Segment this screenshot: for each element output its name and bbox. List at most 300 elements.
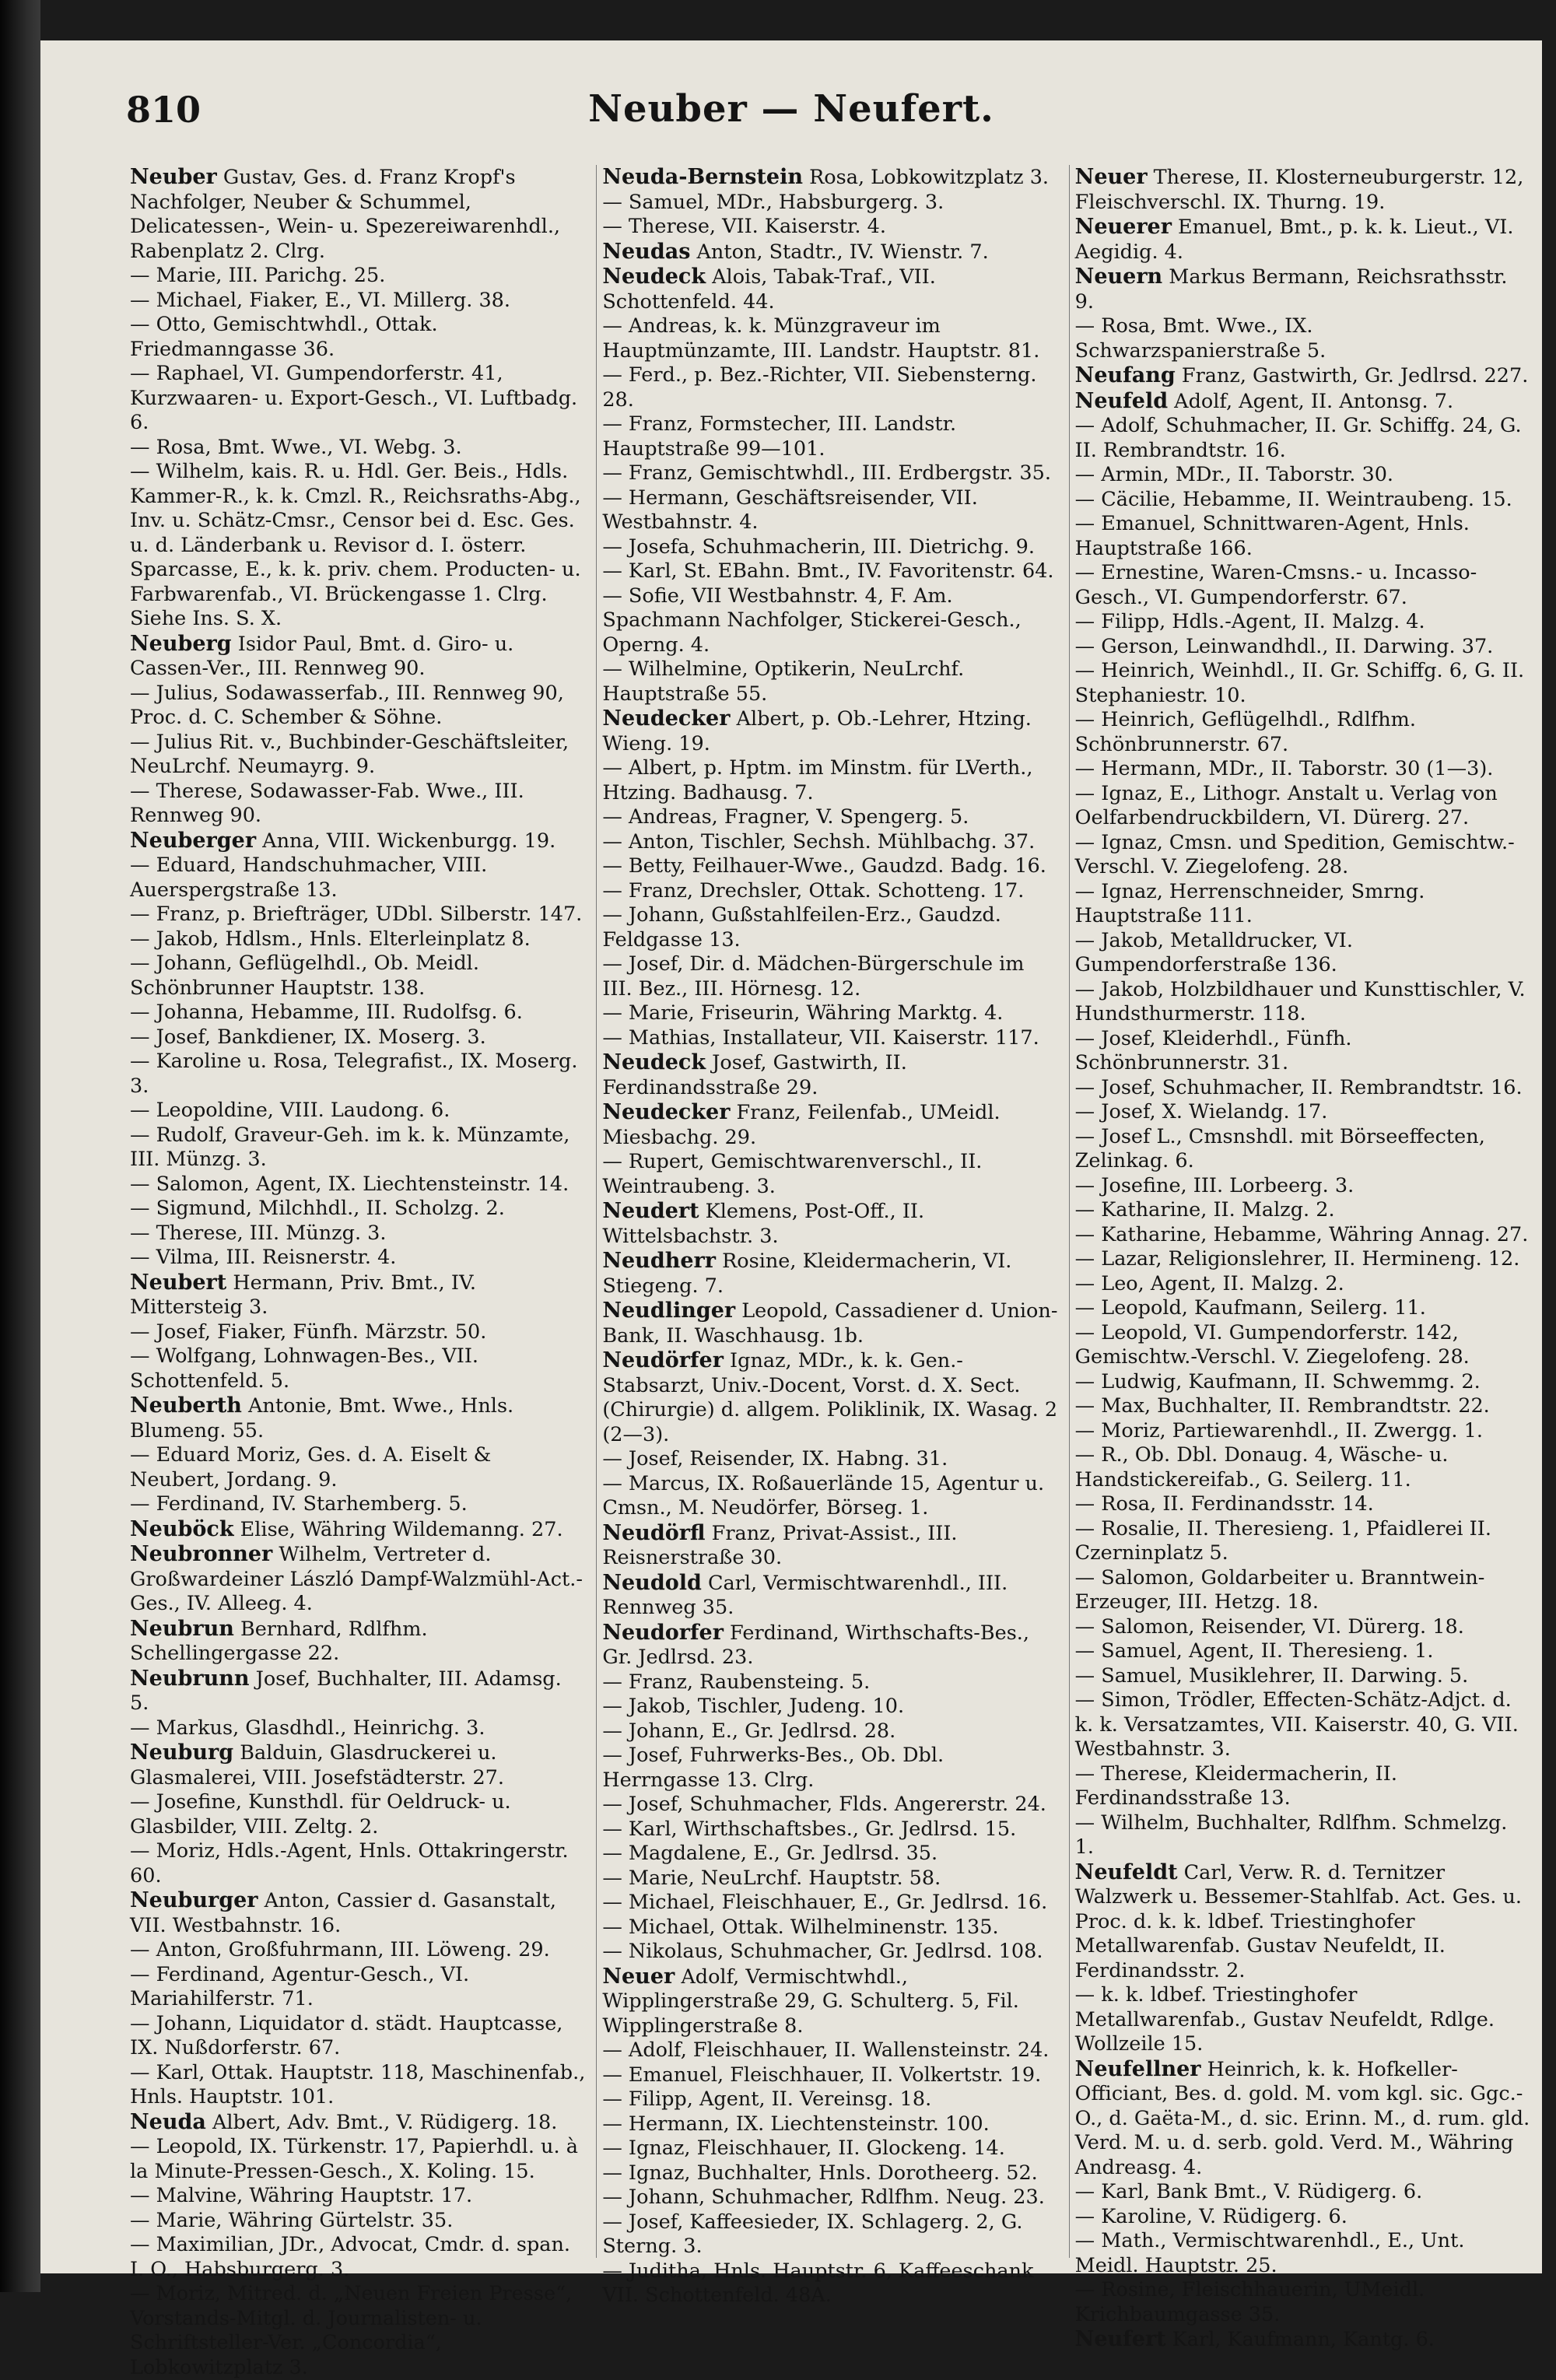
entry-text: — Therese, Kleidermacherin, II. Ferdinandsstraße 13. [1074,1761,1397,1810]
directory-entry-head [130,1888,585,1938]
entry-text: — Ignaz, Fleischhauer, II. Glockeng. 14. [602,2136,1005,2160]
directory-entry-head [130,1667,585,1716]
entry-text: — Johanna, Hebamme, III. Rudolfsg. 6. [130,1001,523,1024]
entry-text: Alois, Tabak-Traf., VII. Schottenfeld. 44. [602,265,936,314]
directory-entry [602,2063,1057,2088]
entry-surname: Neufeldt [1074,1859,1178,1884]
entry-text: Albert, p. Ob.-Lehrer, Htzing. Wieng. 19. [602,707,1032,755]
directory-entry [1075,610,1530,635]
directory-entry [602,2185,1057,2210]
entry-text: Franz, Gastwirth, Gr. Jedlrsd. 227. [1175,364,1529,387]
directory-entry [602,952,1057,1001]
directory-entry [1075,1125,1530,1174]
entry-text: — Rosa, Bmt. Wwe., IX. Schwarzspanierstraße 5. [1074,314,1326,363]
directory-entry [602,805,1057,830]
directory-entry [602,657,1057,706]
entry-surname: Neubrun [130,1616,234,1641]
entry-text: — Josef, Fuhrwerks-Bes., Ob. Dbl. Herrngasse 13. Clrg. [602,1744,944,1792]
entry-text: Josef, Buchhalter, III. Adamsg. 5. [130,1667,562,1715]
entry-text: — Anton, Großfuhrmann, III. Löweng. 29. [130,1938,550,1961]
entry-text: — Ludwig, Kaufmann, II. Schwemmg. 2. [1074,1369,1481,1393]
entry-text: — R., Ob. Dbl. Donaug. 4, Wäsche- u. Handstickereifab., G. Seilerg. 11. [1074,1443,1449,1491]
entry-text: — Josef, Reisender, IX. Habng. 31. [602,1447,948,1470]
directory-entry-head [602,165,1057,191]
entry-text: Rosa, Lobkowitzplatz 3. [803,166,1050,189]
directory-entry [602,1695,1057,1719]
directory-entry [602,584,1057,658]
entry-surname: Neudeck [602,1050,706,1074]
directory-entry [130,1172,585,1197]
book-binding [0,0,40,2292]
entry-text: — Marie, III. Parichg. 25. [130,264,386,287]
entry-text: — Josefine, III. Lorbeerg. 3. [1074,1173,1354,1197]
entry-text: — Jakob, Hdlsm., Hnls. Elterleinplatz 8. [130,927,531,951]
directory-entry-head [130,1271,585,1320]
entry-surname: Neufellner [1074,2056,1201,2081]
directory-entry [130,436,585,461]
directory-entry-head [130,165,585,264]
directory-entry [1075,1100,1530,1125]
directory-entry-head [1075,2327,1530,2353]
entry-text: Isidor Paul, Bmt. d. Giro- u. Cassen-Ver., III. Rennweg 90. [130,632,514,680]
entry-text: — Michael, Ottak. Wilhelminenstr. 135. [602,1915,999,1939]
directory-entry [1075,1983,1530,2057]
directory-entry [130,731,585,780]
entry-text: Albert, Adv. Bmt., V. Rüdigerg. 18. [205,2110,558,2134]
entry-text: Hermann, Priv. Bmt., IV. Mittersteig 3. [130,1271,477,1319]
entry-text: — Ignaz, Herrenschneider, Smrng. Hauptstraße 111. [1074,879,1425,927]
directory-entry [602,2161,1057,2186]
directory-entry-head [130,632,585,682]
directory-entry [130,1344,585,1393]
directory-entry [130,952,585,1001]
entry-text: Carl, Vermischtwarenhdl., III. Rennweg 35. [602,1571,1008,1619]
entry-text: — Jakob, Tischler, Judeng. 10. [602,1695,905,1718]
entry-text: — Betty, Feilhauer-Wwe., Gaudzd. Badg. 16. [602,854,1046,878]
entry-text: — Johann, E., Gr. Jedlrsd. 28. [602,1719,896,1743]
entry-text: — Rosalie, II. Theresieng. 1, Pfaidlerei II. Czerninplatz 5. [1074,1516,1491,1565]
entry-text: — Johann, Liquidator d. städt. Hauptcasse, IX. Nußdorferstr. 67. [130,2011,563,2059]
entry-text: — Eduard Moriz, Ges. d. A. Eiselt & Neubert, Jordang. 9. [130,1443,492,1491]
directory-entry [130,1197,585,1222]
directory-entry [1075,708,1530,757]
entry-text: Adolf, Vermischtwhdl., Wipplingerstraße 29, G. Schulterg. 5, Fil. Wipplingerstraße 8. [602,1965,1019,2038]
directory-entry [130,1222,585,1246]
directory-entry-head [602,1348,1057,1447]
directory-entry [1075,880,1530,929]
entry-text: Markus Bermann, Reichsrathsstr. 9. [1074,265,1508,314]
entry-surname: Neudörfl [602,1520,706,1545]
entry-text: — k. k. ldbef. Triestinghofer Metallwarenfab., Gustav Neufeldt, Rdlge. Wollzeile 15. [1074,1983,1495,2056]
directory-entry [1075,2205,1530,2230]
directory-entry-head [602,1199,1057,1249]
directory-entry [130,1790,585,1839]
directory-entry [1075,929,1530,978]
directory-entry [1075,1419,1530,1444]
entry-text: Gustav, Ges. d. Franz Kropf's Nachfolger, Neuber & Schummel, Delicatessen-, Wein- u. Spezereiwarenhdl., Rabenplatz 2. Clrg. [130,166,561,263]
directory-entry [1075,1296,1530,1321]
entry-text: — Katharine, II. Malzg. 2. [1074,1198,1335,1222]
entry-surname: Neubrunn [130,1666,250,1691]
entry-surname: Neuer [602,1964,675,1989]
directory-entry [1075,1247,1530,1272]
directory-entry-head [1075,215,1530,265]
entry-text: — Rupert, Gemischtwarenverschl., II. Weintraubeng. 3. [602,1150,983,1198]
entry-text: — Franz, Gemischtwhdl., III. Erdbergstr. 35. [602,461,1051,485]
directory-entry [130,460,585,632]
entry-text: — Andreas, k. k. Münzgraveur im Hauptmünzamte, III. Landstr. Hauptstr. 81. [602,314,1040,363]
directory-entry-head [130,1542,585,1617]
entry-text: — Leopold, VI. Gumpendorferstr. 142, Gemischtw.-Verschl. V. Ziegelofeng. 28. [1074,1320,1470,1369]
directory-entry [1075,1394,1530,1419]
directory-entry [130,903,585,927]
entry-text: — Josef, Schuhmacher, II. Rembrandtstr. 16. [1074,1075,1523,1099]
directory-entry [1075,1272,1530,1297]
directory-entry [602,879,1057,904]
entry-text: — Josef L., Cmsnshdl. mit Börseeffecten, Zelinkag. 6. [1074,1124,1485,1172]
directory-entry [602,2087,1057,2112]
entry-text: — Sigmund, Milchhdl., II. Scholzg. 2. [130,1197,505,1220]
entry-text: — Johann, Geflügelhdl., Ob. Meidl. Schönbrunner Hauptstr. 138. [130,952,479,1000]
directory-entry [602,2210,1057,2259]
entry-text: — Josef, Dir. d. Mädchen-Bürgerschule im III. Bez., III. Hörnesg. 12. [602,952,1025,1001]
directory-entry [130,854,585,903]
directory-entry [1075,2180,1530,2205]
entry-surname: Neuer [1074,165,1148,189]
directory-entry [130,1099,585,1123]
directory-entry [1075,1639,1530,1664]
directory-entry [130,2012,585,2061]
entry-text: — Moriz, Partiewarenhdl., II. Zwergg. 1. [1074,1418,1483,1442]
directory-entry [1075,1688,1530,1762]
directory-entry [1075,1027,1530,1076]
entry-surname: Neudecker [602,706,731,731]
directory-entry-head [1075,389,1530,415]
entry-text: — Therese, VII. Kaiserstr. 4. [602,215,886,238]
entry-text: — Andreas, Fragner, V. Spengerg. 5. [602,805,969,829]
entry-surname: Neufert [1074,2327,1166,2351]
entry-text: — Karl, St. EBahn. Bmt., IV. Favoritenstr. 64. [602,559,1054,583]
entry-text: — Simon, Trödler, Effecten-Schätz-Adjct. d. k. k. Versatzamtes, VII. Kaiserstr. 40, G. VII. Westbahnstr. 3. [1074,1688,1519,1761]
entry-surname: Neuda-Bernstein [602,165,803,189]
entry-text: — Emanuel, Fleischhauer, II. Volkertstr. 19. [602,2063,1042,2087]
directory-entry [1075,1370,1530,1395]
directory-entry [130,1938,585,1963]
entry-text: — Leopold, IX. Türkenstr. 17, Papierhdl. u. à la Minute-Pressen-Gesch., X. Koling. 15. [130,2135,578,2183]
directory-entry [130,780,585,829]
directory-entry [130,2209,585,2234]
entry-text: — Josef, Kaffeesieder, IX. Schlagerg. 2, G. Sterng. 3. [602,2210,1023,2258]
directory-entry-head [602,1571,1057,1621]
directory-entry [130,1716,585,1741]
entry-surname: Neudlinger [602,1299,736,1323]
entry-text: Wilhelm, Vertreter d. Großwardeiner László Dampf-Walzmühl-Act.-Ges., IV. Alleeg. 4. [130,1543,583,1615]
directory-entry [1075,757,1530,782]
entry-text: — Sofie, VII Westbahnstr. 4, F. Am. Spachmann Nachfolger, Stickerei-Gesch., Operng. 4. [602,584,1022,657]
column-middle [596,165,1058,2307]
entry-text: — Ernestine, Waren-Cmsns.- u. Incasso-Gesch., VI. Gumpendorferstr. 67. [1074,561,1477,609]
directory-entry [1075,2278,1530,2327]
entry-surname: Neudeck [602,265,706,289]
directory-entry [130,1050,585,1099]
entry-text: — Samuel, MDr., Habsburgerg. 3. [602,190,944,214]
entry-text: — Ignaz, Cmsn. und Spedition, Gemischtw.-Verschl. V. Ziegelofeng. 28. [1074,830,1515,878]
directory-entry-head [130,1393,585,1443]
entry-text: — Samuel, Agent, II. Theresieng. 1. [1074,1639,1434,1663]
directory-entry-head [130,1617,585,1667]
directory-entry [1075,1492,1530,1517]
entry-text: — Julius, Sodawasserfab., III. Rennweg 90, Proc. d. C. Schember & Söhne. [130,681,564,729]
entry-text: — Karoline, V. Rüdigerg. 6. [1074,2204,1347,2228]
entry-text: — Therese, Sodawasser-Fab. Wwe., III. Rennweg 90. [130,779,524,827]
entry-text: Antonie, Bmt. Wwe., Hnls. Blumeng. 55. [130,1394,514,1442]
directory-entry [1075,1517,1530,1566]
directory-entry [130,1123,585,1172]
directory-entry [1075,2229,1530,2278]
directory-entry [602,412,1057,461]
directory-entry [130,289,585,314]
directory-entry [602,461,1057,486]
entry-text: — Malvine, Währing Hauptstr. 17. [130,2184,473,2207]
directory-entry [130,1320,585,1345]
directory-entry [602,1026,1057,1051]
entry-text: — Franz, Drechsler, Ottak. Schotteng. 17. [602,878,1025,903]
entry-text: — Cäcilie, Hebamme, II. Weintraubeng. 15. [1074,487,1512,511]
directory-entry [602,2259,1057,2308]
directory-entry [1075,414,1530,463]
entry-surname: Neudherr [602,1249,716,1273]
entry-text: Klemens, Post-Off., II. Wittelsbachstr. 3. [602,1200,925,1248]
directory-entry [602,486,1057,535]
entry-surname: Neudert [602,1199,699,1223]
directory-entry [602,215,1057,240]
directory-entry [602,2112,1057,2137]
directory-entry-head [130,1740,585,1790]
directory-entry [1075,659,1530,708]
entry-text: Karl, Kaufmann, Kantg. 6. [1165,2328,1435,2351]
entry-text: — Salomon, Goldarbeiter u. Branntwein-Erzeuger, III. Hetzg. 18. [1074,1565,1485,1614]
entry-text: Carl, Verw. R. d. Ternitzer Walzwerk u. Bessemer-Stahlfab. Act. Ges. u. Proc. d. k. k. ldbef. Triestinghofer Metallwarenfab. Gustav Neufeldt, II. Ferdinandsstr. 2. [1074,1860,1523,1982]
directory-entry-head [602,1965,1057,2039]
directory-entry-head [1075,363,1530,389]
directory-entry [130,1492,585,1517]
entry-surname: Neudas [602,239,691,264]
directory-entry [602,1940,1057,1965]
entry-text: — Juditha, Hnls. Hauptstr. 6, Kaffeeschank VII. Schottenfeld. 48A. [602,2259,1034,2307]
directory-entry [1075,488,1530,513]
entry-text: — Magdalene, E., Gr. Jedlrsd. 35. [602,1842,938,1865]
entry-text: — Therese, III. Münzg. 3. [130,1221,387,1245]
directory-entry [1075,1566,1530,1615]
directory-entry [1075,1076,1530,1101]
entry-text: — Michael, Fiaker, E., VI. Millerg. 38. [130,288,511,312]
entry-text: — Max, Buchhalter, II. Rembrandtstr. 22. [1074,1394,1490,1418]
entry-text: — Leopoldine, VIII. Laudong. 6. [130,1099,450,1122]
entry-text: Balduin, Glasdruckerei u. Glasmalerei, VIII. Josefstädterstr. 27. [130,1741,505,1789]
entry-surname: Neubert [130,1270,227,1295]
entry-text: Bernhard, Rdlfhm. Schellingergasse 22. [130,1617,428,1665]
entry-text: — Hermann, Geschäftsreisender, VII. Westbahnstr. 4. [602,485,978,534]
entry-surname: Neuern [1074,265,1163,289]
column-right [1069,165,1530,2351]
entry-text: — Marie, Währing Gürtelstr. 35. [130,2208,454,2232]
directory-entry [1075,314,1530,363]
directory-entry [130,1246,585,1271]
entry-text: — Rosa, II. Ferdinandsstr. 14. [1074,1492,1374,1516]
directory-entry [1075,978,1530,1027]
entry-text: — Adolf, Fleischhauer, II. Wallensteinstr. 24. [602,2038,1050,2062]
entry-text: — Marie, Friseurin, Währing Marktg. 4. [602,1001,1004,1025]
directory-entry [602,2136,1057,2161]
directory-entry [130,1963,585,2012]
entry-text: — Eduard, Handschuhmacher, VIII. Auerspergstraße 13. [130,854,488,902]
directory-entry [1075,561,1530,610]
entry-text: — Adolf, Schuhmacher, II. Gr. Schiffg. 24, G. II. Rembrandtstr. 16. [1074,414,1522,462]
entry-surname: Neubronner [130,1542,273,1566]
entry-text: — Vilma, III. Reisnerstr. 4. [130,1246,397,1269]
entry-text: — Filipp, Hdls.-Agent, II. Malzg. 4. [1074,610,1425,633]
entry-text: — Armin, MDr., II. Taborstr. 30. [1074,463,1394,486]
entry-text: Franz, Privat-Assist., III. Reisnerstraße 30. [602,1521,958,1569]
directory-entry [130,1025,585,1050]
directory-entry-head [1075,165,1530,215]
directory-entry-head [1075,1860,1530,1984]
directory-entry [602,191,1057,216]
directory-entry [602,535,1057,560]
directory-entry-head [602,1249,1057,1299]
entry-text: — Heinrich, Weinhdl., II. Gr. Schiffg. 6, G. II. Stephaniestr. 10. [1074,659,1525,707]
directory-entry-head [602,265,1057,314]
entry-text: — Karl, Ottak. Hauptstr. 118, Maschinenfab., Hnls. Hauptstr. 101. [130,2060,586,2108]
entry-text: — Ferdinand, Agentur-Gesch., VI. Mariahilferstr. 71. [130,1962,470,2010]
entry-text: — Mathias, Installateur, VII. Kaiserstr. 117. [602,1025,1039,1050]
directory-entry [602,1891,1057,1916]
entry-surname: Neudecker [602,1100,731,1124]
directory-entry-head [602,240,1057,265]
directory-entry [130,2135,585,2184]
running-head: Neuber — Neufert. [588,87,994,131]
entry-text: — Markus, Glasdhdl., Heinrichg. 3. [130,1716,485,1740]
directory-entry [602,363,1057,412]
directory-entry-head [602,1299,1057,1348]
entry-text: — Josef, Fiaker, Fünfh. Märzstr. 50. [130,1320,487,1344]
entry-text: — Franz, Raubensteing. 5. [602,1670,871,1694]
entry-text: — Marcus, IX. Roßauerlände 15, Agentur u. Cmsn., M. Neudörfer, Börseg. 1. [602,1471,1045,1519]
directory-entry [1075,1321,1530,1370]
directory-entry [602,2038,1057,2063]
column-left [130,165,586,2379]
entry-text: — Ferdinand, IV. Starhemberg. 5. [130,1492,468,1516]
entry-surname: Neuburger [130,1888,258,1912]
directory-entry [602,1793,1057,1817]
directory-entry [602,1817,1057,1842]
entry-text: — Lazar, Religionslehrer, II. Hermineng. 12. [1074,1247,1520,1271]
entry-surname: Neuberger [130,828,257,853]
entry-text: — Jakob, Holzbildhauer und Kunsttischler, V. Hundsthurmerstr. 118. [1074,977,1526,1025]
entry-text: — Anton, Tischler, Sechsh. Mühlbachg. 37. [602,829,1036,854]
entry-surname: Neuerer [1074,215,1172,239]
directory-entry [602,854,1057,879]
entry-text: — Johann, Gußstahlfeilen-Erz., Gaudzd. Feldgasse 13. [602,903,1001,952]
entry-text: — Maximilian, JDr., Advocat, Cmdr. d. span. I. O., Habsburgerg. 3. [130,2233,571,2281]
directory-entry-head [602,1100,1057,1150]
entry-text: — Salomon, Agent, IX. Liechtensteinstr. 14. [130,1172,569,1196]
directory-entry [1075,1443,1530,1492]
entry-text: — Josef, X. Wielandg. 17. [1074,1100,1328,1123]
directory-entry [130,2233,585,2282]
entry-text: — Nikolaus, Schuhmacher, Gr. Jedlrsd. 108. [602,1940,1043,1963]
directory-page [40,40,1542,2379]
directory-entry [602,1744,1057,1793]
directory-entry-head [602,1050,1057,1100]
entry-text: Leopold, Cassadiener d. Union-Bank, II. Waschhausg. 1b. [602,1299,1058,1348]
entry-text: — Julius Rit. v., Buchbinder-Geschäftsleiter, NeuLrchf. Neumayrg. 9. [130,730,569,778]
directory-entry [602,756,1057,805]
entry-surname: Neuberg [130,631,232,656]
directory-entry [130,1001,585,1025]
entry-text: — Math., Vermischtwarenhdl., E., Unt. Meidl. Hauptstr. 25. [1074,2229,1465,2277]
entry-surname: Neudörfer [602,1348,724,1372]
directory-entry [130,2184,585,2209]
entry-text: — Karoline u. Rosa, Telegrafist., IX. Moserg. 3. [130,1050,578,1098]
directory-entry [1075,782,1530,831]
entry-text: — Samuel, Musiklehrer, II. Darwing. 5. [1074,1663,1469,1688]
directory-entry [1075,1198,1530,1223]
entry-text: — Ignaz, Buchhalter, Hnls. Dorotheerg. 52. [602,2161,1038,2185]
entry-text: Anton, Stadtr., IV. Wienstr. 7. [690,240,989,264]
entry-text: — Wolfgang, Lohnwagen-Bes., VII. Schottenfeld. 5. [130,1344,479,1393]
entry-text: — Leo, Agent, II. Malzg. 2. [1074,1271,1344,1295]
entry-text: — Karl, Bank Bmt., V. Rüdigerg. 6. [1074,2180,1423,2203]
entry-text: — Moriz, Mitred. d. „Neuen Freien Presse“, Vorstands-Mitgl. d. Journalisten- u. Schriftsteller-Ver. „Concordia“, Lobkowitzplatz 3. [130,2282,573,2379]
entry-surname: Neufang [1074,363,1176,387]
entry-text: — Emanuel, Schnittwaren-Agent, Hnls. Hauptstraße 166. [1074,512,1470,560]
directory-entry [1075,463,1530,488]
entry-text: — Josef, Schuhmacher, Flds. Angererstr. 24. [602,1793,1046,1816]
directory-entry [602,314,1057,363]
entry-text: — Raphael, VI. Gumpendorferstr. 41, Kurzwaaren- u. Export-Gesch., VI. Luftbadg. 6. [130,362,578,434]
entry-text: Emanuel, Bmt., p. k. k. Lieut., VI. Aegidig. 4. [1074,216,1514,264]
entry-text: Ferdinand, Wirthschafts-Bes., Gr. Jedlrsd. 23. [602,1621,1029,1669]
entry-surname: Neuburg [130,1740,234,1765]
directory-entry [130,1443,585,1492]
entry-text: — Ferd., p. Bez.-Richter, VII. Siebensterng. 28. [602,363,1037,412]
entry-text: — Hermann, MDr., II. Taborstr. 30 (1—3). [1074,757,1494,780]
entry-text: — Albert, p. Hptm. im Minstm. für LVerth., Htzing. Badhausg. 7. [602,756,1033,804]
entry-text: Ignaz, MDr., k. k. Gen.-Stabsarzt, Univ.-Docent, Vorst. d. X. Sect. (Chirurgie) d. allgem. Poliklinik, IX. Wasag. 2 (2—3). [602,1349,1058,1446]
entry-text: Franz, Feilenfab., UMeidl. Miesbachg. 29. [602,1101,1001,1149]
entry-text: — Rosa, Bmt. Wwe., VI. Webg. 3. [130,435,462,459]
entry-text: — Rudolf, Graveur-Geh. im k. k. Münzamte, III. Münzg. 3. [130,1123,570,1171]
entry-text: — Leopold, Kaufmann, Seilerg. 11. [1074,1296,1426,1320]
entry-surname: Neufeld [1074,388,1169,413]
entry-surname: Neuberth [130,1393,242,1418]
entry-text: — Franz, Formstecher, III. Landstr. Hauptstraße 99—101. [602,412,957,461]
entry-text: — Katharine, Hebamme, Währing Annag. 27. [1074,1222,1529,1246]
directory-entry-head [1075,2057,1530,2181]
entry-text: — Otto, Gemischtwhdl., Ottak. Friedmanngasse 36. [130,313,438,361]
entry-text: — Michael, Fleischhauer, E., Gr. Jedlrsd. 16. [602,1891,1048,1914]
directory-entry [1075,1811,1530,1860]
directory-entry [1075,512,1530,561]
directory-entry [602,1842,1057,1866]
entry-text: — Wilhelm, Buchhalter, Rdlfhm. Schmelzg. 1. [1074,1810,1508,1859]
entry-surname: Neudold [602,1570,702,1595]
entry-surname: Neuda [130,2109,206,2134]
directory-entry [130,2282,585,2380]
entry-text: Therese, II. Klosterneuburgerstr. 12, Fleischverschl. IX. Thurng. 19. [1074,166,1524,214]
entry-columns [130,165,1530,2379]
